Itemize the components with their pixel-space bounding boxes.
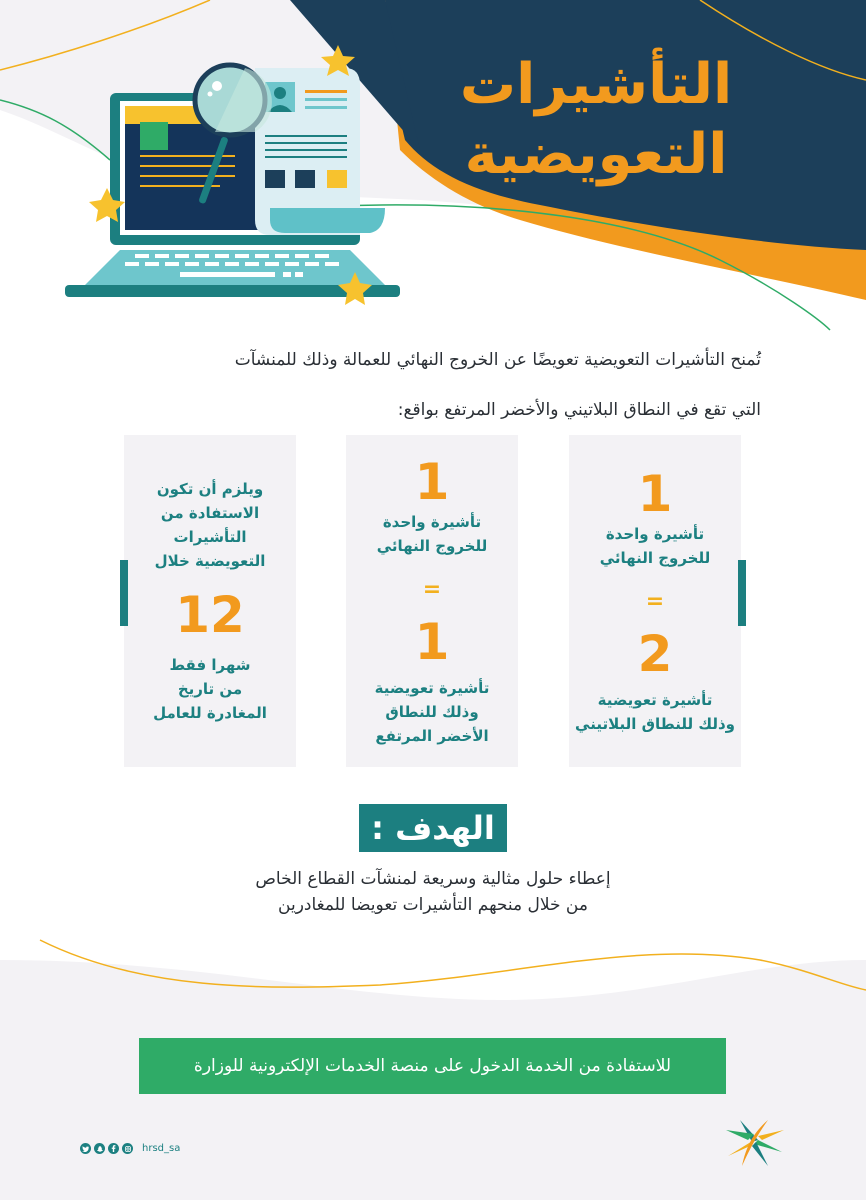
ministry-logo: [724, 1118, 786, 1170]
accent-bar-right: [738, 560, 746, 626]
card-pre-line-4: التعويضية خلال: [154, 552, 266, 570]
card-pre-line-1: ويلزم أن تكون: [156, 480, 264, 498]
card-bottom-number: 2: [637, 625, 673, 683]
accent-bar-left: [120, 560, 128, 626]
title-line-2: التعويضية: [464, 122, 728, 187]
goal-description: [160, 866, 706, 918]
card-pre-line-3: التأشيرات: [173, 528, 247, 546]
goal-label: الهدف :: [359, 804, 507, 852]
card-bottom-label-2: وذلك للنطاق البلاتيني: [575, 715, 735, 733]
card-top-number: 1: [637, 465, 673, 523]
card-bottom-label-3: الأخضر المرتفع: [375, 727, 489, 745]
equals-sign: =: [422, 577, 442, 602]
card-bottom-label-1: تأشيرة تعويضية: [597, 691, 713, 709]
facebook-icon[interactable]: [108, 1143, 119, 1154]
social-links: [80, 1143, 180, 1154]
card-post-line-3: المغادرة للعامل: [153, 704, 267, 722]
card-top-label-2: للخروج النهائي: [376, 537, 488, 555]
intro-line-2: التي تقع في النطاق البلاتيني والأخضر المرتفع بواقع:: [397, 400, 761, 420]
card-months-number: 12: [175, 586, 245, 644]
instagram-icon[interactable]: [122, 1143, 133, 1154]
card-top-label-2: للخروج النهائي: [599, 549, 711, 567]
info-cards: [0, 435, 866, 767]
card-top-number: 1: [414, 453, 450, 511]
card-high-green: [346, 435, 518, 767]
social-handle[interactable]: hrsd_sa: [142, 1143, 181, 1154]
twitter-icon[interactable]: [80, 1143, 91, 1154]
intro-paragraph: [121, 335, 761, 435]
goal-line-1: إعطاء حلول مثالية وسريعة لمنشآت القطاع الخاص: [255, 869, 611, 889]
goal-line-2: من خلال منحهم التأشيرات تعويضا للمغادرين: [278, 895, 588, 915]
card-validity-period: [124, 435, 296, 767]
card-top-label-1: تأشيرة واحدة: [605, 525, 705, 543]
intro-line-1: تُمنح التأشيرات التعويضية تعويضًا عن الخروج النهائي للعمالة وذلك للمنشآت: [234, 350, 761, 370]
equals-sign: =: [645, 589, 665, 614]
title-line-1: التأشيرات: [459, 52, 733, 117]
page-title: [426, 50, 766, 190]
card-bottom-label-2: وذلك للنطاق: [385, 703, 479, 721]
card-bottom-number: 1: [414, 613, 450, 671]
laptop-document-illustration: [55, 40, 455, 320]
card-post-line-2: من تاريخ: [177, 680, 243, 698]
card-post-line-1: شهرا فقط: [169, 656, 251, 674]
card-pre-line-2: الاستفادة من: [160, 504, 260, 522]
card-top-label-1: تأشيرة واحدة: [382, 513, 482, 531]
eservices-cta-button[interactable]: للاستفادة من الخدمة الدخول على منصة الخدمات الإلكترونية للوزارة: [139, 1038, 726, 1094]
card-bottom-label-1: تأشيرة تعويضية: [374, 679, 490, 697]
card-platinum: [569, 435, 741, 767]
snapchat-icon[interactable]: [94, 1143, 105, 1154]
